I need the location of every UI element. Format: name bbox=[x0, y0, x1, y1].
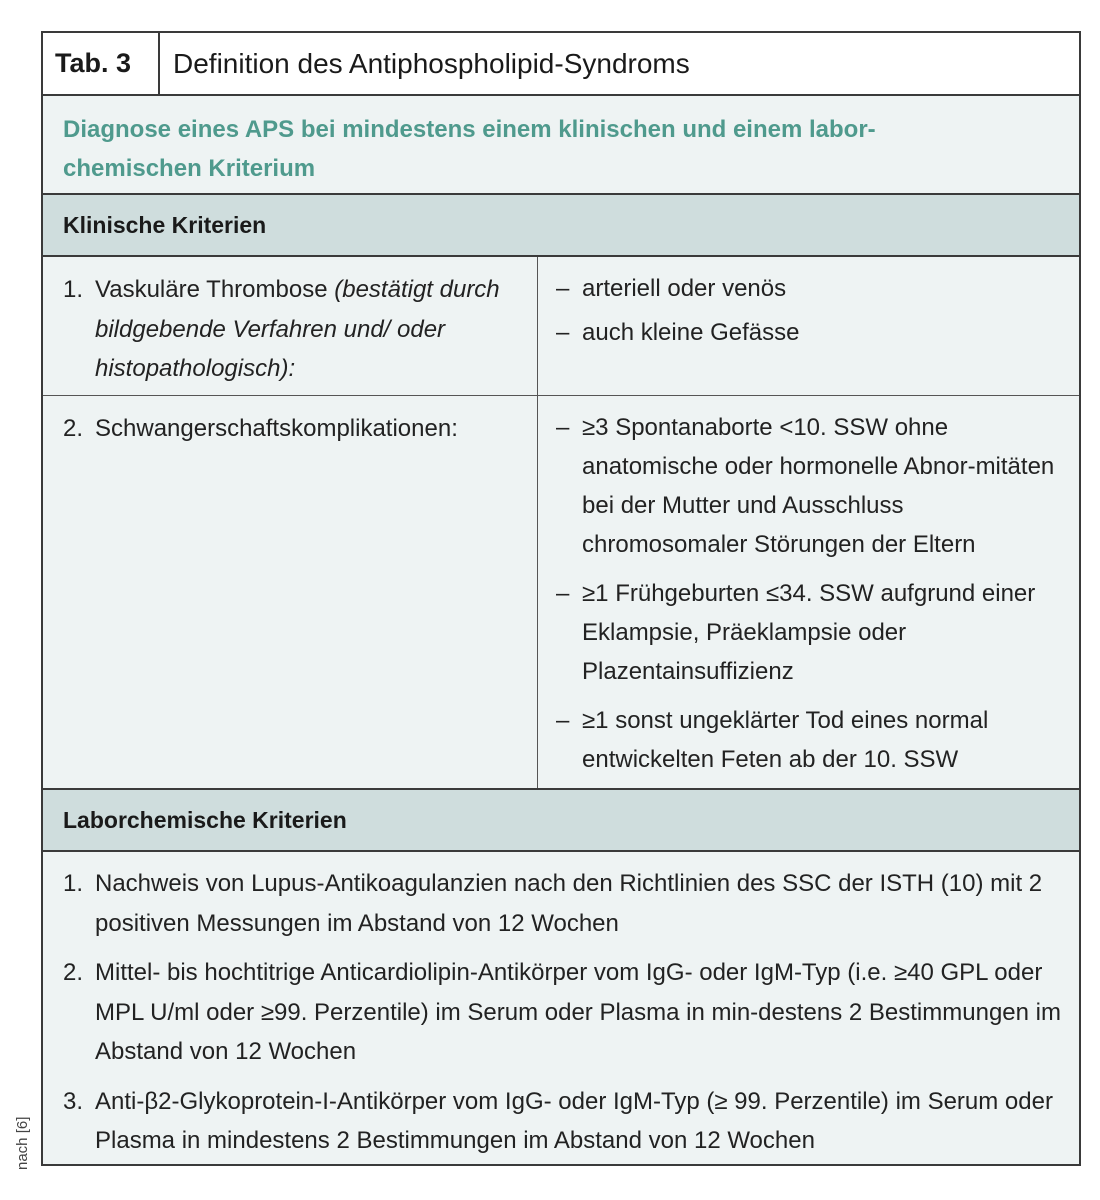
table-title: Definition des Antiphospholipid-Syndroms bbox=[173, 47, 690, 79]
criterion-text: Mittel- bis hochtitrige Anticardiolipin-Antikörper vom IgG- oder IgM-Typ (i.e. ≥40 GPL oder MPL U/ml oder ≥99. Perzentile) im Serum oder Plasma in min-destens 2 Bestimmungen im Abstand von 12 Wochen bbox=[95, 959, 1061, 1065]
criterion-text: Nachweis von Lupus-Antikoagulanzien nach den Richtlinien des SSC der ISTH (10) mit 2 positiven Messungen im Abstand von 12 Wochen bbox=[95, 870, 1043, 937]
laboratory-criteria-header: Laborchemische Kriterien bbox=[43, 790, 1079, 852]
criterion-description bbox=[43, 396, 538, 788]
list-item: – arteriell oder venös bbox=[556, 269, 1061, 308]
dash-bullet: – bbox=[556, 275, 570, 302]
criterion-number: 2. bbox=[63, 415, 84, 442]
list-item bbox=[63, 953, 1065, 1072]
aps-definition-table bbox=[41, 31, 1081, 1166]
diagnosis-statement bbox=[43, 96, 1079, 195]
laboratory-criteria-list bbox=[43, 852, 1079, 1164]
list-item: – ≥3 Spontanaborte <10. SSW ohne anatomische oder hormonelle Abnor-mitäten bei der Mutter und Ausschluss chromosomaler Störungen der Eltern bbox=[556, 408, 1061, 564]
source-note: nach [6] bbox=[14, 1116, 31, 1170]
criterion-number: 1. bbox=[63, 276, 84, 303]
list-item bbox=[63, 1082, 1065, 1161]
dash-bullet: – bbox=[556, 319, 570, 346]
list-item: – auch kleine Gefässe bbox=[556, 313, 1061, 352]
criterion-text: Anti-β2-Glykoprotein-I-Antikörper vom IgG- oder IgM-Typ (≥ 99. Perzentile) im Serum oder Plasma in mindestens 2 Bestimmungen im Abstand von 12 Wochen bbox=[95, 1087, 1053, 1154]
criterion-number: 3. bbox=[63, 1087, 84, 1115]
clinical-criteria-header: Klinische Kriterien bbox=[43, 195, 1079, 257]
criterion-text: Schwangerschaftskomplikationen: bbox=[95, 415, 458, 442]
criterion-number: 2. bbox=[63, 959, 84, 986]
list-item bbox=[63, 864, 1065, 943]
clinical-criterion-row bbox=[43, 257, 1079, 396]
criterion-number: 1. bbox=[63, 870, 84, 897]
diagnosis-line-2: chemischen Kriterium bbox=[63, 155, 316, 182]
criterion-note: (bestätigt durch bildgebende Verfahren und/ oder histopathologisch): bbox=[95, 276, 500, 382]
diagnosis-line-1: Diagnose eines APS bei mindestens einem klinischen und einem labor- bbox=[63, 116, 876, 143]
table-title-row bbox=[43, 33, 1079, 96]
dash-bullet: – bbox=[556, 414, 570, 441]
table-label: Tab. 3 bbox=[43, 33, 160, 94]
list-item: – ≥1 Frühgeburten ≤34. SSW aufgrund einer Eklampsie, Präeklampsie oder Plazentainsuffizienz bbox=[556, 574, 1061, 691]
criterion-details bbox=[538, 257, 1079, 395]
clinical-criterion-row bbox=[43, 396, 1079, 790]
dash-bullet: – bbox=[556, 707, 570, 734]
dash-bullet: – bbox=[556, 580, 570, 607]
criterion-description bbox=[43, 257, 538, 395]
list-item: – ≥1 sonst ungeklärter Tod eines normal entwickelten Feten ab der 10. SSW bbox=[556, 701, 1061, 779]
criterion-text: Vaskuläre Thrombose bbox=[95, 276, 335, 303]
criterion-details bbox=[538, 396, 1079, 788]
